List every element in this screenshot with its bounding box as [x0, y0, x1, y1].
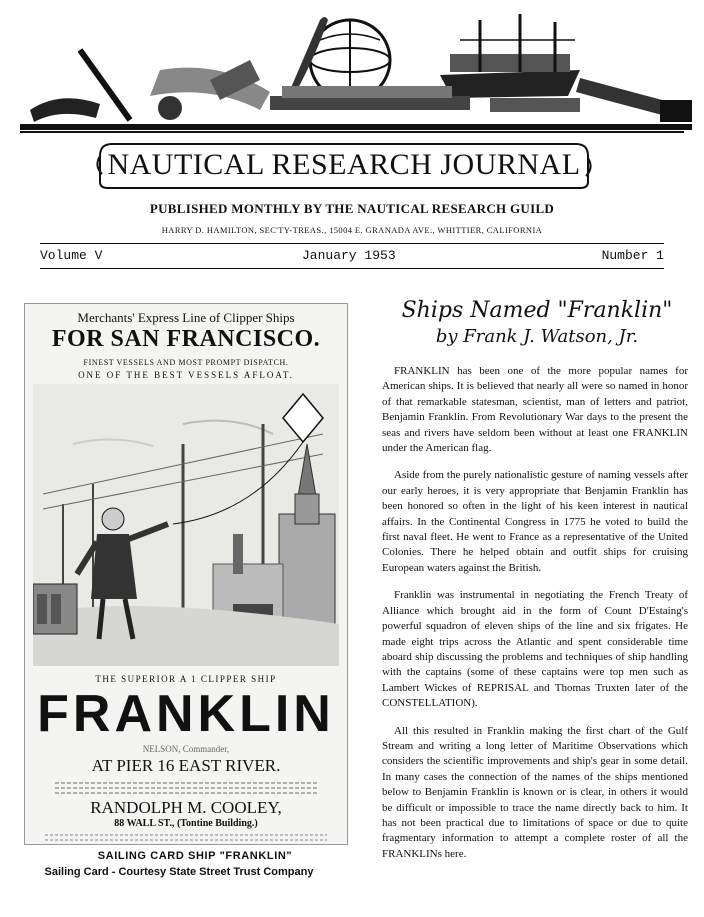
- article-body: [382, 364, 688, 874]
- poster-agent: RANDOLPH M. COOLEY,: [90, 798, 282, 817]
- article-paragraph: FRANKLIN has been one of the more popular names for American ships. It is believed that nearly all were so named in honor of that remarkable statesman, scientist, man of letters and patriot, Benjamin Franklin. From Revolutionary War days to the present the seas and rivers have seldom been without at least one FRANKLIN under the American flag.: [382, 365, 688, 455]
- masthead-illustration: [20, 0, 692, 132]
- sailing-card-poster: [24, 303, 348, 845]
- article-paragraph: Franklin was instrumental in negotiating the French Treaty of Alliance which brought aid in the form of Count D'Estaing's powerful squadron of eleven ships of the line and six frigates. He made eight trips across the Atlantic and spent considerable time aboard ship discussing the problems and techniques of ship handling with the captains (some of these captains were top men such as Lambert Wickes of REPRISAL and Thomas Truxten later of the CONSTELLATION).: [382, 589, 688, 710]
- article-title: Ships Named "Franklin": [401, 298, 673, 323]
- fine-print-lines: [55, 780, 317, 796]
- poster-commander: NELSON, Commander,: [142, 744, 230, 754]
- address-line: HARRY D. HAMILTON, SEC'TY-TREAS., 15004 E. GRANADA AVE., WHITTIER, CALIFORNIA: [161, 225, 543, 235]
- poster-caption-credit: Sailing Card - Courtesy State Street Trust Company: [44, 866, 314, 878]
- poster-tagline-1: FINEST VESSELS AND MOST PROMPT DISPATCH.: [83, 358, 289, 367]
- article-paragraph: Aside from the purely nationalistic gesture of naming vessels after our early heroes, it is very appropriate that Benjamin Franklin has been honored so often in the light of his keen interest in nautical affairs. In the Continental Congress in 1775 he voted to build the first naval fleet. He went to France as a representative of the United Colonies. There he helped obtain and outfit ships for cruising European waters against the British.: [382, 469, 688, 574]
- poster-pier: AT PIER 16 EAST RIVER.: [91, 756, 281, 775]
- poster-line-name: Merchants' Express Line of Clipper Ships: [77, 310, 295, 325]
- poster-ship-name: FRANKLIN: [37, 685, 335, 743]
- article-paragraph: All this resulted in Franklin making the first chart of the Gulf Stream and writing a long letter of Maritime Observations which considers the scientific improvements and ship's gear in some detail. In many cases the connection of the names of the ships mentioned below to Benjamin Franklin is known or is clear, in others it would be difficult or impossible to trace the name directly back to him. It has not been practical due to limitations of space or due to quite fragmentary information to attempt a complete roster of all the FRANKLINs here.: [382, 724, 688, 860]
- issue-date: January 1953: [302, 248, 396, 263]
- issue-info-bar: [40, 243, 664, 269]
- poster-caption-title: SAILING CARD SHIP "FRANKLIN": [97, 850, 293, 862]
- poster-tagline-2: ONE OF THE BEST VESSELS AFLOAT.: [78, 370, 294, 380]
- franklin-kite-illustration: [33, 384, 339, 666]
- fine-print-footer: [45, 832, 327, 842]
- poster-agent-address: 88 WALL ST., (Tontine Building.): [114, 818, 258, 829]
- journal-title: NAUTICAL RESEARCH JOURNAL: [107, 148, 581, 181]
- publisher-line: PUBLISHED MONTHLY BY THE NAUTICAL RESEARCH GUILD: [149, 201, 555, 216]
- volume-label: Volume V: [40, 248, 103, 263]
- article-byline: by Frank J. Watson, Jr.: [435, 326, 639, 347]
- poster-ship-intro: THE SUPERIOR A 1 CLIPPER SHIP: [95, 674, 277, 684]
- poster-destination: FOR SAN FRANCISCO.: [51, 326, 321, 352]
- masthead-rule: [20, 131, 684, 133]
- issue-number: Number 1: [601, 248, 664, 263]
